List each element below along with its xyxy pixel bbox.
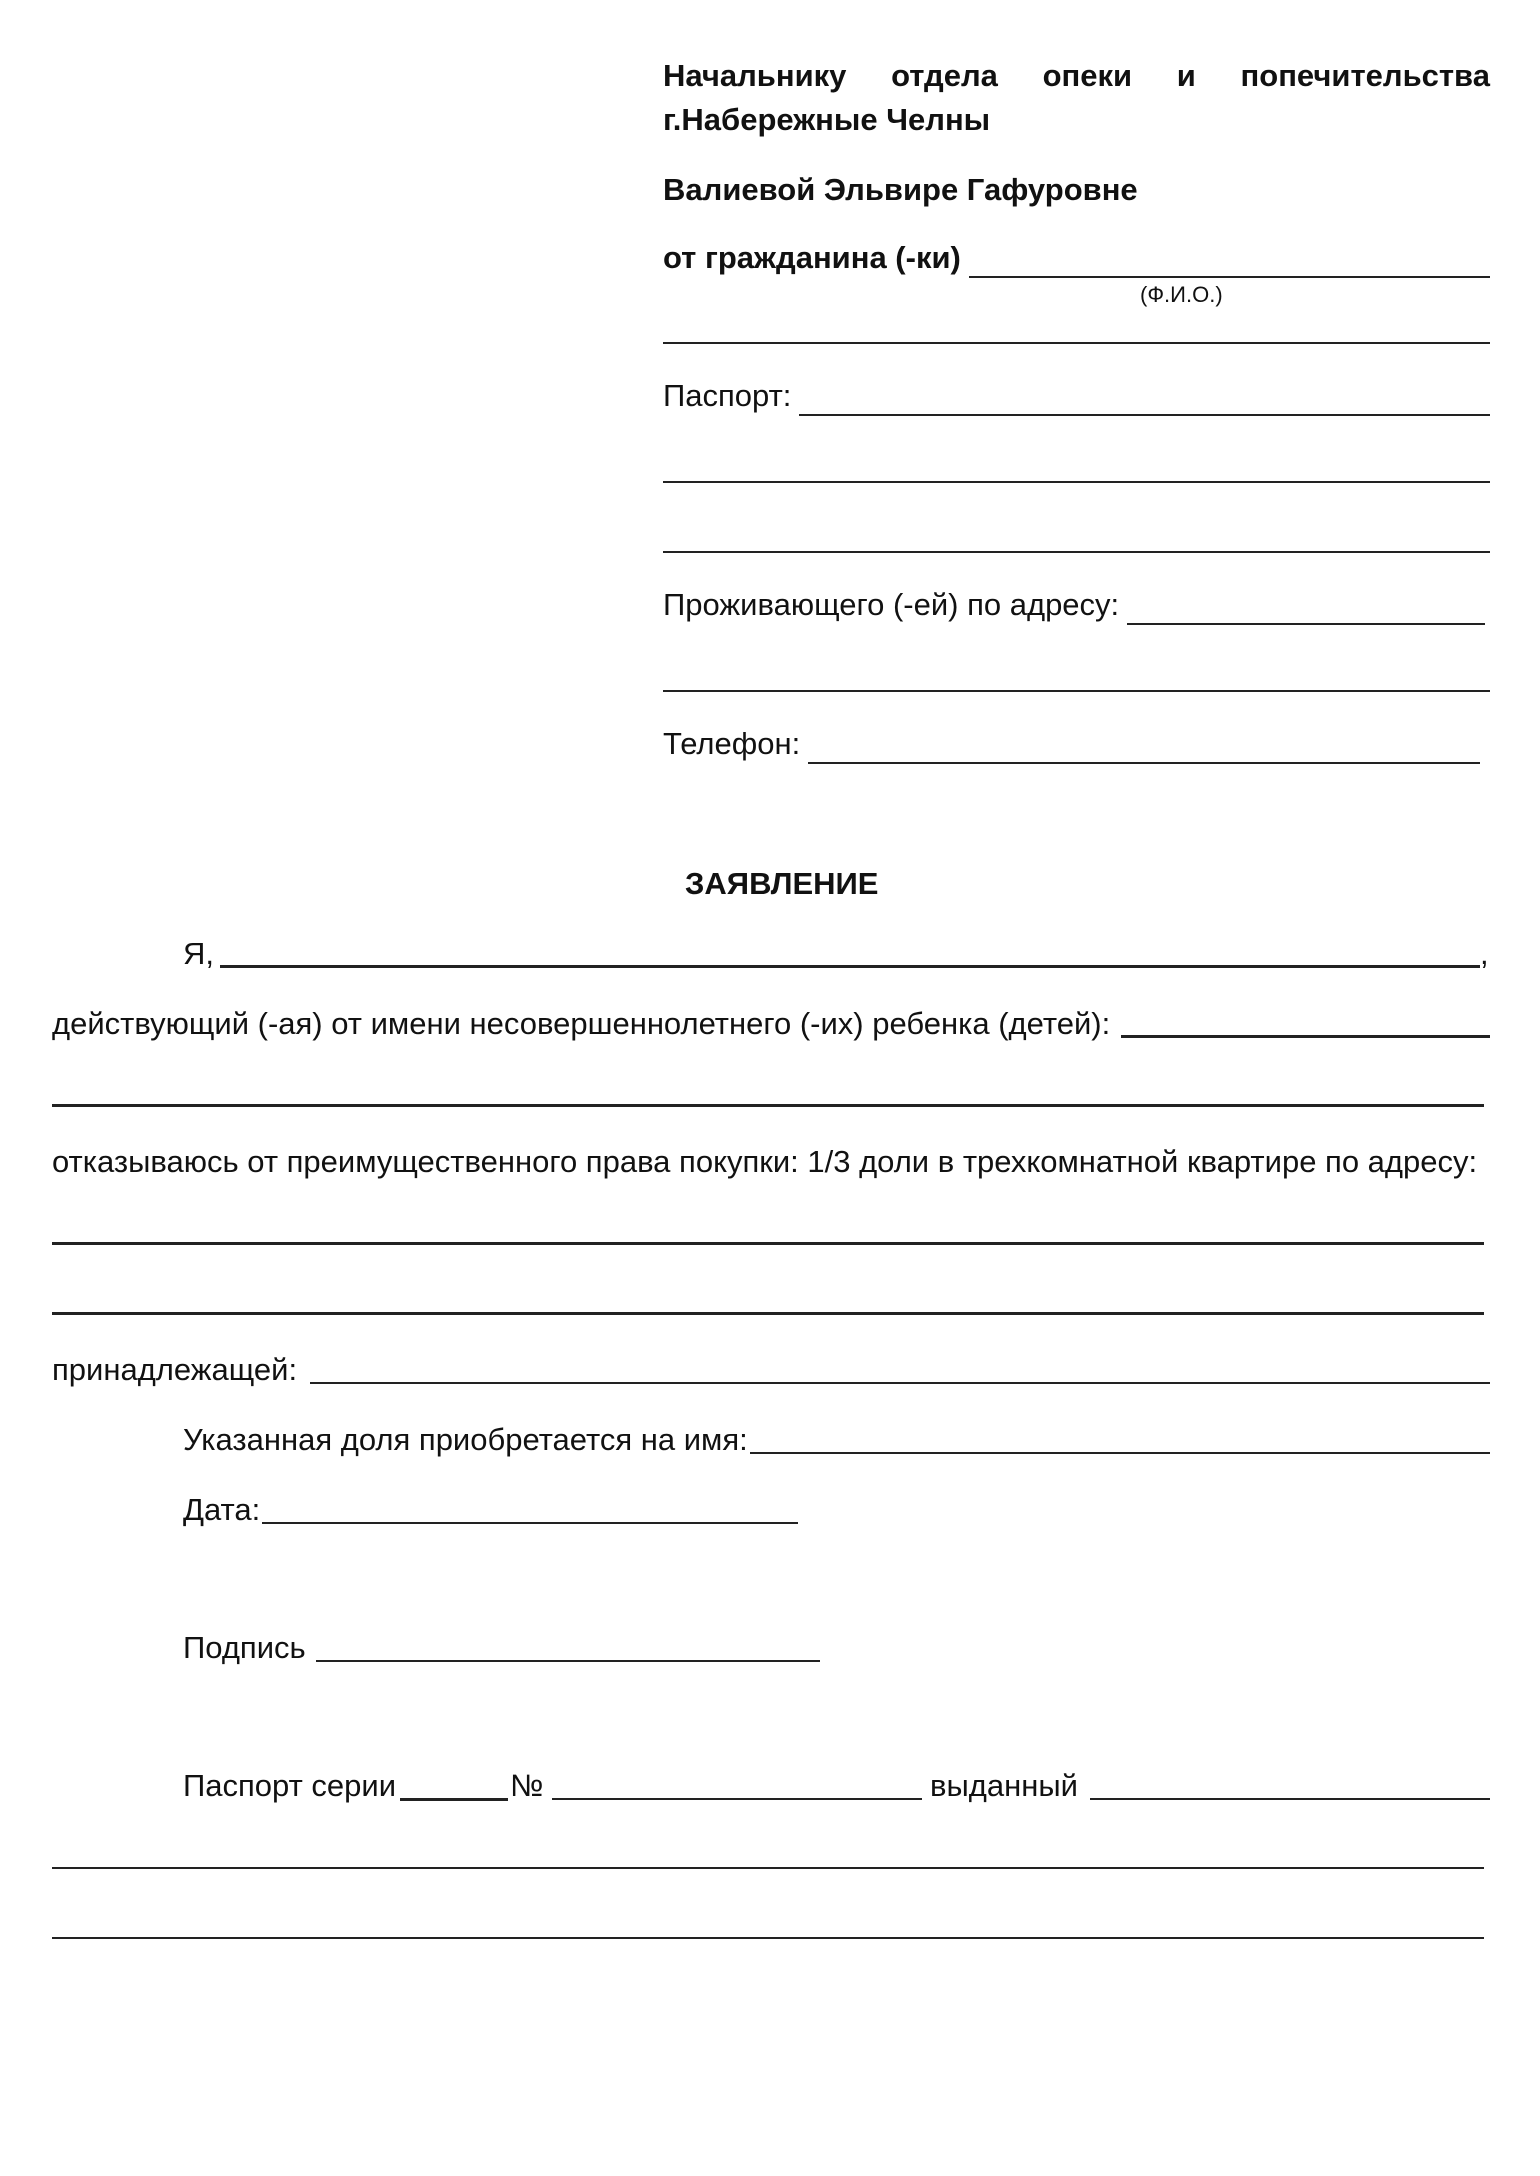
passport-field-line-2[interactable]	[663, 481, 1490, 483]
fio-field[interactable]	[969, 246, 1490, 278]
addressee-word-2: отдела	[891, 58, 998, 93]
from-citizen-row	[663, 238, 1490, 278]
owner-field[interactable]	[310, 1382, 1490, 1384]
addressee-word-3: опеки	[1042, 58, 1133, 93]
from-citizen-label: от гражданина (-ки)	[663, 240, 961, 275]
number-sign: №	[510, 1768, 544, 1803]
passport-row	[663, 376, 1490, 416]
addressee-word-1: Начальнику	[663, 58, 847, 93]
passport-series-field[interactable]	[400, 1798, 508, 1801]
phone-row	[663, 724, 1480, 764]
issued-by-field-line-3[interactable]	[52, 1937, 1484, 1939]
addressee-name: Валиевой Эльвире Гафуровне	[663, 172, 1138, 207]
passport-label: Паспорт:	[663, 378, 792, 413]
applicant-name-field[interactable]	[220, 965, 1480, 968]
address-field[interactable]	[1127, 593, 1485, 625]
share-name-field[interactable]	[750, 1452, 1490, 1454]
signature-label: Подпись	[183, 1630, 306, 1665]
fio-continuation-field[interactable]	[663, 342, 1490, 344]
acting-text: действующий (-ая) от имени несовершеннолетнего (-их) ребенка (детей):	[52, 1006, 1111, 1041]
refuse-text: отказываюсь от преимущественного права покупки: 1/3 доли в трехкомнатной квартире по адресу:	[52, 1144, 1478, 1179]
children-field[interactable]	[1121, 1035, 1490, 1038]
belongs-label: принадлежащей:	[52, 1352, 298, 1387]
signature-field[interactable]	[316, 1660, 820, 1662]
issued-by-field[interactable]	[1090, 1798, 1490, 1800]
property-address-field-line-2[interactable]	[52, 1312, 1484, 1315]
passport-series-label: Паспорт серии	[183, 1768, 397, 1803]
addressee-word-4: и	[1176, 58, 1196, 93]
issued-by-field-line-2[interactable]	[52, 1867, 1484, 1869]
address-label: Проживающего (-ей) по адресу:	[663, 587, 1120, 622]
passport-field-line-3[interactable]	[663, 551, 1490, 553]
addressee-city: г.Набережные Челны	[663, 102, 991, 137]
address-row	[663, 585, 1485, 625]
date-label: Дата:	[183, 1492, 261, 1527]
passport-field[interactable]	[799, 384, 1490, 416]
address-field-line-2[interactable]	[663, 690, 1490, 692]
property-address-field[interactable]	[52, 1242, 1484, 1245]
document-title: ЗАЯВЛЕНИЕ	[685, 866, 879, 901]
issued-label: выданный	[930, 1768, 1078, 1803]
date-field[interactable]	[262, 1522, 798, 1524]
share-label: Указанная доля приобретается на имя:	[183, 1422, 748, 1457]
children-field-line-2[interactable]	[52, 1104, 1484, 1107]
i-label: Я,	[183, 936, 214, 971]
addressee-line-1	[663, 56, 1490, 96]
passport-number-field[interactable]	[552, 1798, 922, 1800]
phone-label: Телефон:	[663, 726, 801, 761]
addressee-word-5: попечительства	[1240, 58, 1490, 93]
phone-field[interactable]	[808, 732, 1480, 764]
fio-hint: (Ф.И.О.)	[1140, 282, 1223, 307]
comma: ,	[1480, 936, 1489, 971]
